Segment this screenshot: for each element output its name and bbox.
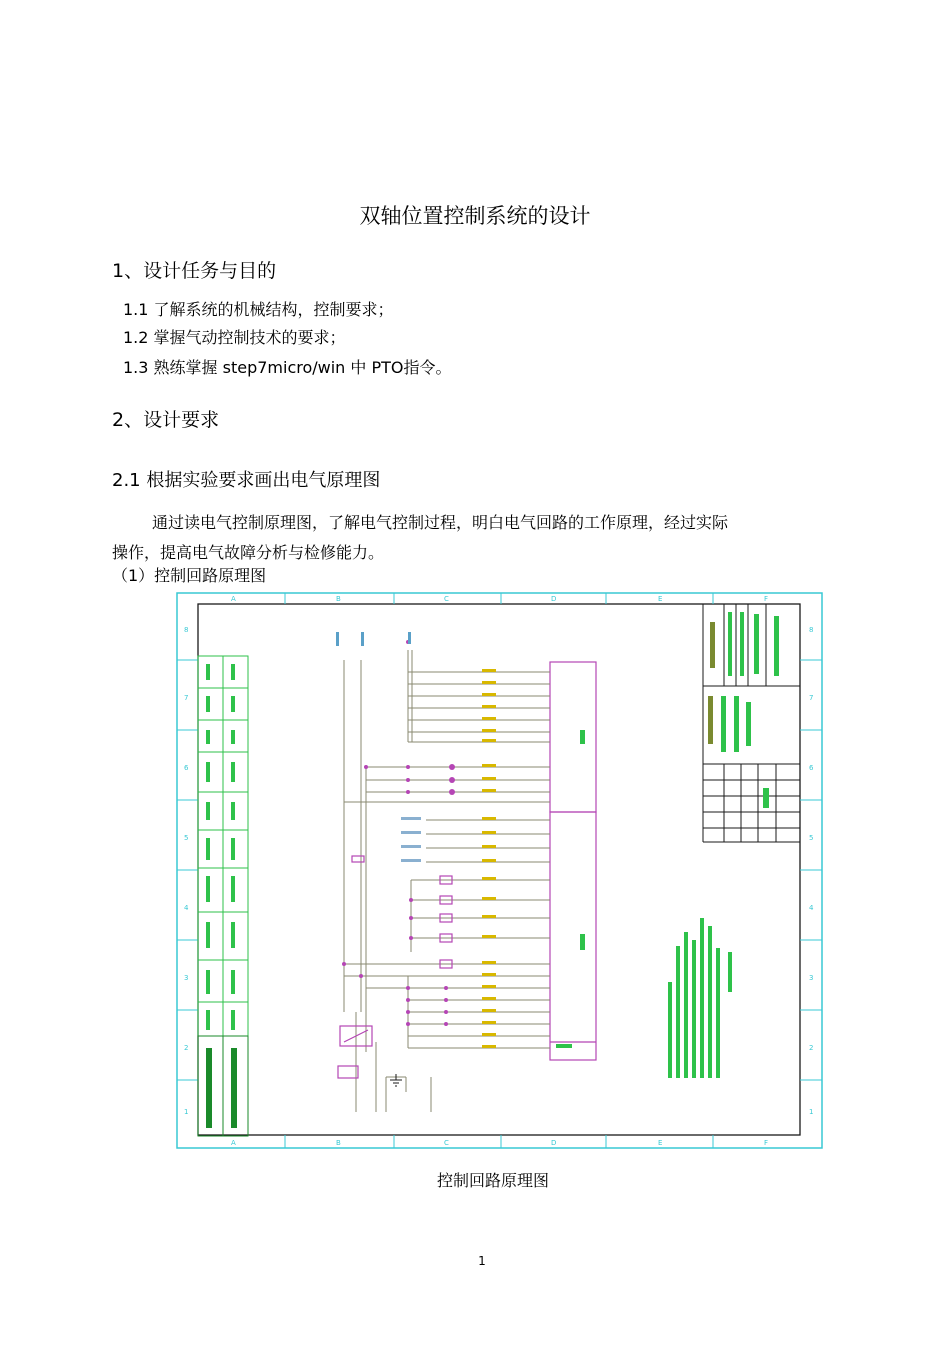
circuit-components [338,856,452,1078]
paragraph-line: 通过读电气控制原理图，了解电气控制过程，明白电气回路的工作原理，经过实际 [152,513,729,532]
svg-text:E: E [658,595,663,603]
svg-text:4: 4 [809,904,814,912]
title-block-text-marks [708,612,779,808]
svg-text:2: 2 [184,1044,189,1052]
svg-text:F: F [764,1139,769,1147]
svg-text:F: F [764,595,769,603]
svg-text:6: 6 [809,764,814,772]
paragraph-line: 操作，提高电气故障分析与检修能力。 [112,543,385,562]
svg-text:C: C [444,595,449,603]
section-1-heading: 1、设计任务与目的 [112,260,277,282]
left-strip-text-marks [206,664,237,1128]
svg-text:C: C [444,1139,449,1147]
svg-text:A: A [231,1139,236,1147]
section-1-item: 1.2 掌握气动控制技术的要求； [123,328,346,347]
svg-text:D: D [551,595,557,603]
svg-text:8: 8 [184,626,189,634]
page-number: 1 [478,1254,486,1268]
svg-text:E: E [658,1139,663,1147]
svg-text:B: B [336,1139,341,1147]
section-2-heading: 2、设计要求 [112,409,220,431]
notes-text-block [668,918,732,1078]
ground-symbol [390,1074,402,1086]
right-title-block [703,604,800,842]
drawing-outer-border [177,593,822,1148]
svg-text:7: 7 [184,694,189,702]
svg-text:8: 8 [809,626,814,634]
wire-label-marks [401,669,496,1048]
control-circuit-schematic [176,592,824,1150]
figure-list-label: （1）控制回路原理图 [112,566,267,585]
svg-text:D: D [551,1139,557,1147]
svg-text:1: 1 [809,1108,814,1116]
svg-text:5: 5 [809,834,814,842]
left-label-strip [198,656,248,1136]
circuit-wires [344,650,550,1112]
plc-labels [556,730,585,1048]
svg-text:A: A [231,595,236,603]
svg-text:B: B [336,595,341,603]
section-1-item: 1.3 熟练掌握 step7micro/win 中 PTO指令。 [123,358,452,377]
svg-text:4: 4 [184,904,189,912]
top-zone-ticks [177,593,822,1148]
figure-caption: 控制回路原理图 [436,1171,549,1190]
document-title: 双轴位置控制系统的设计 [359,204,591,228]
circuit-nodes [342,640,455,1026]
svg-text:2: 2 [809,1044,814,1052]
section-1-item: 1.1 了解系统的机械结构，控制要求； [123,300,394,319]
svg-text:3: 3 [184,974,189,982]
svg-text:7: 7 [809,694,814,702]
svg-text:5: 5 [184,834,189,842]
svg-text:6: 6 [184,764,189,772]
plc-module [550,662,596,1060]
section-2-1-heading: 2.1 根据实验要求画出电气原理图 [112,470,381,491]
svg-text:1: 1 [184,1108,189,1116]
vertical-wire-labels [336,632,411,646]
svg-text:3: 3 [809,974,814,982]
